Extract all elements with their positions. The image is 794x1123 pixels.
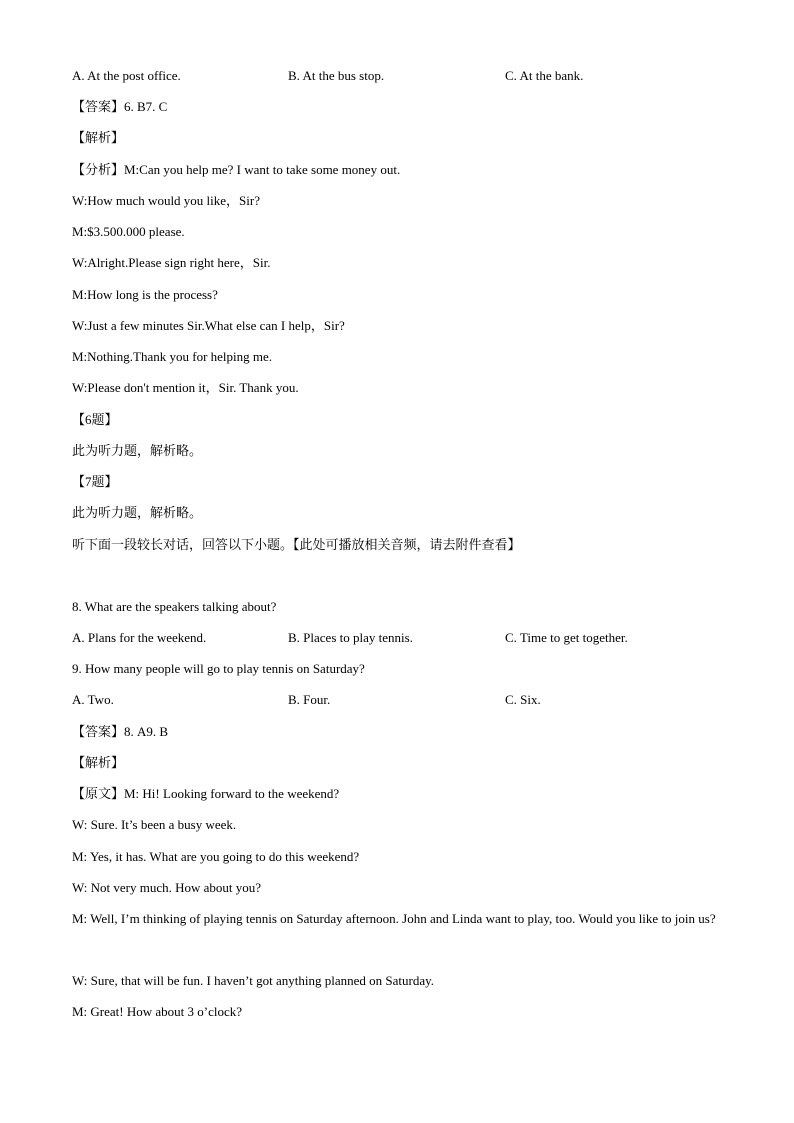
analysis-heading-2: 【解析】	[72, 755, 125, 770]
q8-option-b: B. Places to play tennis.	[288, 630, 413, 645]
dialogue-line: W:Please don't mention it，Sir. Thank you.	[72, 380, 299, 395]
dialogue-line: M:$3.500.000 please.	[72, 224, 185, 239]
transcript-long-line: M: Well, I’m thinking of playing tennis on Saturday afternoon. John and Linda want to play, too. Would you like to join us?	[72, 911, 716, 926]
q9-option-a: A. Two.	[72, 692, 114, 707]
q7-label: 【7题】	[72, 474, 118, 489]
transcript-line: M: Great! How about 3 o’clock?	[72, 1004, 243, 1019]
dialogue-line: W:Just a few minutes Sir.What else can I help，Sir?	[72, 318, 345, 333]
listening-instruction: 听下面一段较长对话，回答以下小题。【此处可播放相关音频，请去附件查看】	[72, 537, 521, 552]
q9-option-b: B. Four.	[288, 692, 331, 707]
transcript-line: W: Sure. It’s been a busy week.	[72, 817, 237, 832]
dialogue-line: 【分析】M:Can you help me? I want to take some money out.	[72, 162, 401, 177]
transcript-line: W: Not very much. How about you?	[72, 880, 262, 895]
q6-label: 【6题】	[72, 412, 118, 427]
dialogue-line: W:How much would you like，Sir?	[72, 193, 260, 208]
transcript-line: 【原文】M: Hi! Looking forward to the weekend?	[72, 786, 340, 801]
dialogue-line: M:How long is the process?	[72, 287, 218, 302]
q5-option-a: A. At the post office.	[72, 68, 181, 83]
q8-option-a: A. Plans for the weekend.	[72, 630, 207, 645]
q8-option-c: C. Time to get together.	[505, 630, 628, 645]
answer-line-2: 【答案】8. A9. B	[72, 724, 169, 739]
transcript-line: W: Sure, that will be fun. I haven’t got anything planned on Saturday.	[72, 973, 434, 988]
q9-question: 9. How many people will go to play tennis on Saturday?	[72, 661, 365, 676]
q5-option-b: B. At the bus stop.	[288, 68, 385, 83]
q7-note: 此为听力题，解析略。	[72, 505, 203, 520]
analysis-heading-1: 【解析】	[72, 130, 125, 145]
q9-option-c: C. Six.	[505, 692, 541, 707]
dialogue-line: W:Alright.Please sign right here，Sir.	[72, 255, 271, 270]
answer-line-1: 【答案】6. B7. C	[72, 99, 168, 114]
q6-note: 此为听力题，解析略。	[72, 443, 203, 458]
q5-option-c: C. At the bank.	[505, 68, 584, 83]
q8-question: 8. What are the speakers talking about?	[72, 599, 277, 614]
dialogue-line: M:Nothing.Thank you for helping me.	[72, 349, 273, 364]
transcript-line: M: Yes, it has. What are you going to do this weekend?	[72, 849, 360, 864]
